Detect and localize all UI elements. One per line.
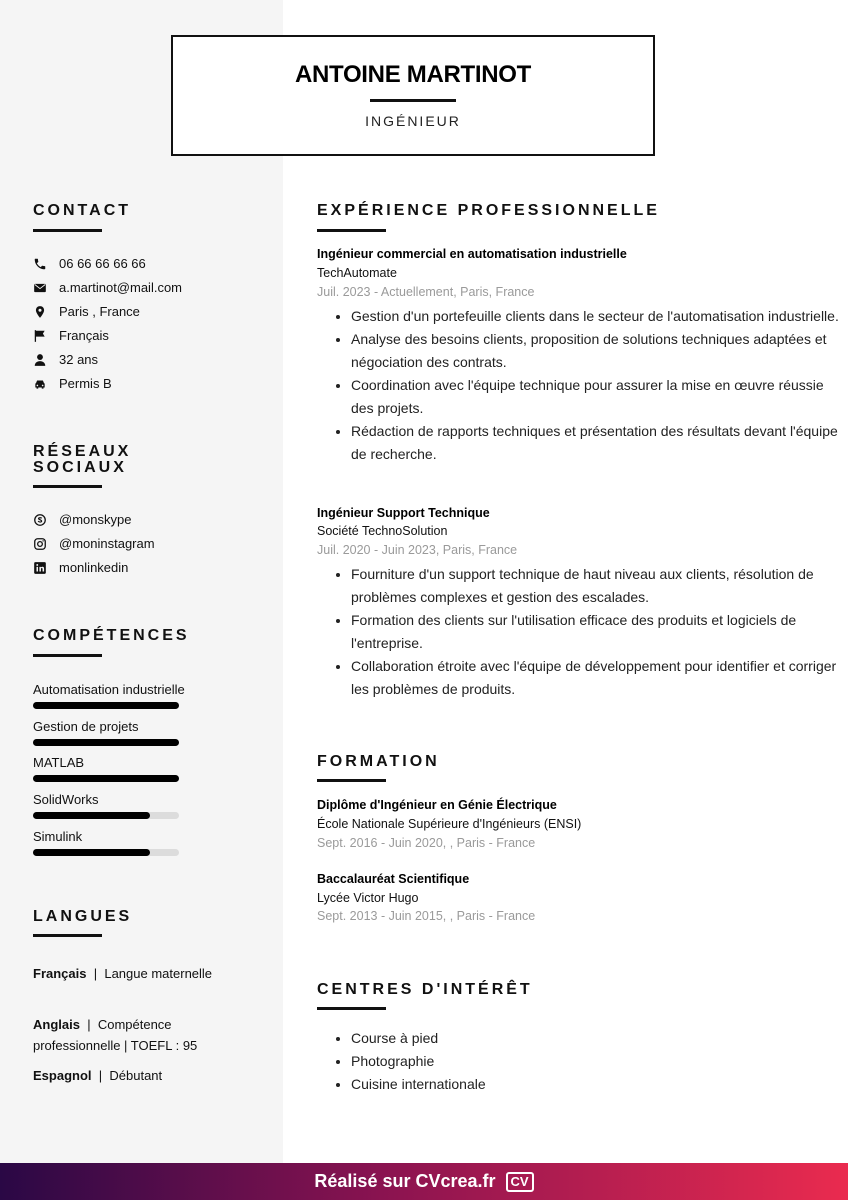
contact-age-text: 32 ans xyxy=(59,352,99,367)
skill-bar-track xyxy=(33,849,179,856)
job-dates: Juil. 2023 - Actuellement, Paris, France xyxy=(317,285,535,299)
social-skype-text: @monskype xyxy=(59,512,132,527)
envelope-icon xyxy=(33,281,47,295)
list-item: • Collaboration étroite avec l'équipe de développement pour identifier et corriger les problèmes de produits. xyxy=(351,655,846,701)
contact-nationality xyxy=(33,328,109,343)
contact-license xyxy=(33,376,112,391)
education-heading: FORMATION xyxy=(317,753,440,770)
interests-list xyxy=(317,1027,846,1096)
skill-label: MATLAB xyxy=(33,755,85,770)
job-dates: Juil. 2020 - Juin 2023, Paris, France xyxy=(317,543,518,557)
interests-heading: CENTRES D'INTÉRÊT xyxy=(317,981,533,998)
education-dates: Sept. 2013 - Juin 2015, , Paris - France xyxy=(317,909,536,923)
list-item: • Coordination avec l'équipe technique pour assurer la mise en œuvre réussie des projets. xyxy=(351,374,846,420)
job-title: INGÉNIEUR xyxy=(365,113,461,129)
social-heading-rule xyxy=(33,485,102,488)
language-item xyxy=(33,1014,223,1056)
social-instagram-text: @moninstagram xyxy=(59,536,155,551)
skill-bar-fill xyxy=(33,849,150,856)
skill-bar-track xyxy=(33,702,179,709)
contact-phone-text: 06 66 66 66 66 xyxy=(59,256,146,271)
social-skype[interactable] xyxy=(33,512,131,527)
job-company: TechAutomate xyxy=(317,266,397,280)
education-degree: Diplôme d'Ingénieur en Génie Électrique xyxy=(317,798,557,812)
candidate-name: ANTOINE MARTINOT xyxy=(294,61,532,88)
job-company: Société TechnoSolution xyxy=(317,524,448,538)
skill-bar-fill xyxy=(33,739,179,746)
experience-heading: EXPÉRIENCE PROFESSIONNELLE xyxy=(317,202,660,219)
language-separator: | xyxy=(98,1068,103,1083)
education-heading-rule xyxy=(317,779,386,782)
language-name: Anglais xyxy=(33,1017,80,1032)
language-item xyxy=(33,963,223,984)
sidebar-background xyxy=(0,0,283,1163)
skill-bar-fill xyxy=(33,812,150,819)
social-linkedin[interactable] xyxy=(33,560,128,575)
footer-text: Réalisé sur CVcrea.fr xyxy=(314,1171,496,1191)
job-bullets xyxy=(317,563,846,701)
car-icon xyxy=(33,377,47,391)
list-item: • Formation des clients sur l'utilisation efficace des produits et logiciels de l'entreprise. xyxy=(351,609,846,655)
header-divider xyxy=(370,99,456,102)
cvcrea-logo-icon: CV xyxy=(506,1172,534,1192)
social-linkedin-text: monlinkedin xyxy=(59,560,129,575)
languages-heading: LANGUES xyxy=(33,908,133,925)
skype-icon xyxy=(33,513,47,527)
list-item: • Rédaction de rapports techniques et présentation des résultats devant l'équipe de recherche. xyxy=(351,420,846,466)
language-separator: | xyxy=(87,1017,91,1032)
map-pin-icon xyxy=(33,305,47,319)
skill-label: Gestion de projets xyxy=(33,719,139,734)
job-bullets xyxy=(317,305,846,466)
contact-heading-rule xyxy=(33,229,102,232)
skill-label: SolidWorks xyxy=(33,792,99,807)
phone-icon xyxy=(33,257,47,271)
language-item xyxy=(33,1065,223,1086)
list-item: • Cuisine internationale xyxy=(351,1073,846,1096)
language-level: Débutant xyxy=(109,1068,163,1083)
skills-heading-rule xyxy=(33,654,102,657)
skill-bar-track xyxy=(33,775,179,782)
language-name: Espagnol xyxy=(33,1068,92,1083)
contact-nationality-text: Français xyxy=(59,328,109,343)
language-level: Langue maternelle xyxy=(104,966,213,981)
skill-label: Automatisation industrielle xyxy=(33,682,185,697)
skills-heading: COMPÉTENCES xyxy=(33,627,190,644)
skill-label: Simulink xyxy=(33,829,83,844)
linkedin-icon xyxy=(33,561,47,575)
contact-email-text: a.martinot@mail.com xyxy=(59,280,183,295)
contact-phone xyxy=(33,256,146,271)
social-heading-line1: RÉSEAUX xyxy=(33,443,132,460)
skill-bar-track xyxy=(33,812,179,819)
contact-age xyxy=(33,352,98,367)
list-item: • Fourniture d'un support technique de haut niveau aux clients, résolution de problèmes complexes et gestion des escalades. xyxy=(351,563,846,609)
languages-heading-rule xyxy=(33,934,102,937)
social-instagram[interactable] xyxy=(33,536,155,551)
list-item: • Photographie xyxy=(351,1050,846,1073)
instagram-icon xyxy=(33,537,47,551)
contact-location xyxy=(33,304,140,319)
list-item: • Gestion d'un portefeuille clients dans le secteur de l'automatisation industrielle. xyxy=(351,305,846,328)
education-degree: Baccalauréat Scientifique xyxy=(317,872,470,886)
user-icon xyxy=(33,353,47,367)
footer-banner[interactable] xyxy=(0,1163,848,1200)
education-school: Lycée Victor Hugo xyxy=(317,891,419,905)
list-item: • Course à pied xyxy=(351,1027,846,1050)
language-separator: | xyxy=(93,966,98,981)
education-school: École Nationale Supérieure d'Ingénieurs (ENSI) xyxy=(317,817,582,831)
skill-bar-fill xyxy=(33,775,179,782)
language-name: Français xyxy=(33,966,87,981)
social-heading-line2: SOCIAUX xyxy=(33,459,127,476)
contact-heading: CONTACT xyxy=(33,202,132,219)
skill-bar-track xyxy=(33,739,179,746)
name-header-box xyxy=(171,35,655,156)
list-item: • Analyse des besoins clients, proposition de solutions techniques adaptées et négociation des contrats. xyxy=(351,328,846,374)
experience-heading-rule xyxy=(317,229,386,232)
flag-icon xyxy=(33,329,47,343)
interests-heading-rule xyxy=(317,1007,386,1010)
contact-license-text: Permis B xyxy=(59,376,112,391)
job-title: Ingénieur commercial en automatisation industrielle xyxy=(317,247,627,261)
language-level: Compétence professionnelle | TOEFL : 95 xyxy=(33,1017,198,1053)
education-dates: Sept. 2016 - Juin 2020, , Paris - France xyxy=(317,836,536,850)
contact-location-text: Paris , France xyxy=(59,304,140,319)
job-title: Ingénieur Support Technique xyxy=(317,506,490,520)
contact-email xyxy=(33,280,182,295)
skill-bar-fill xyxy=(33,702,179,709)
